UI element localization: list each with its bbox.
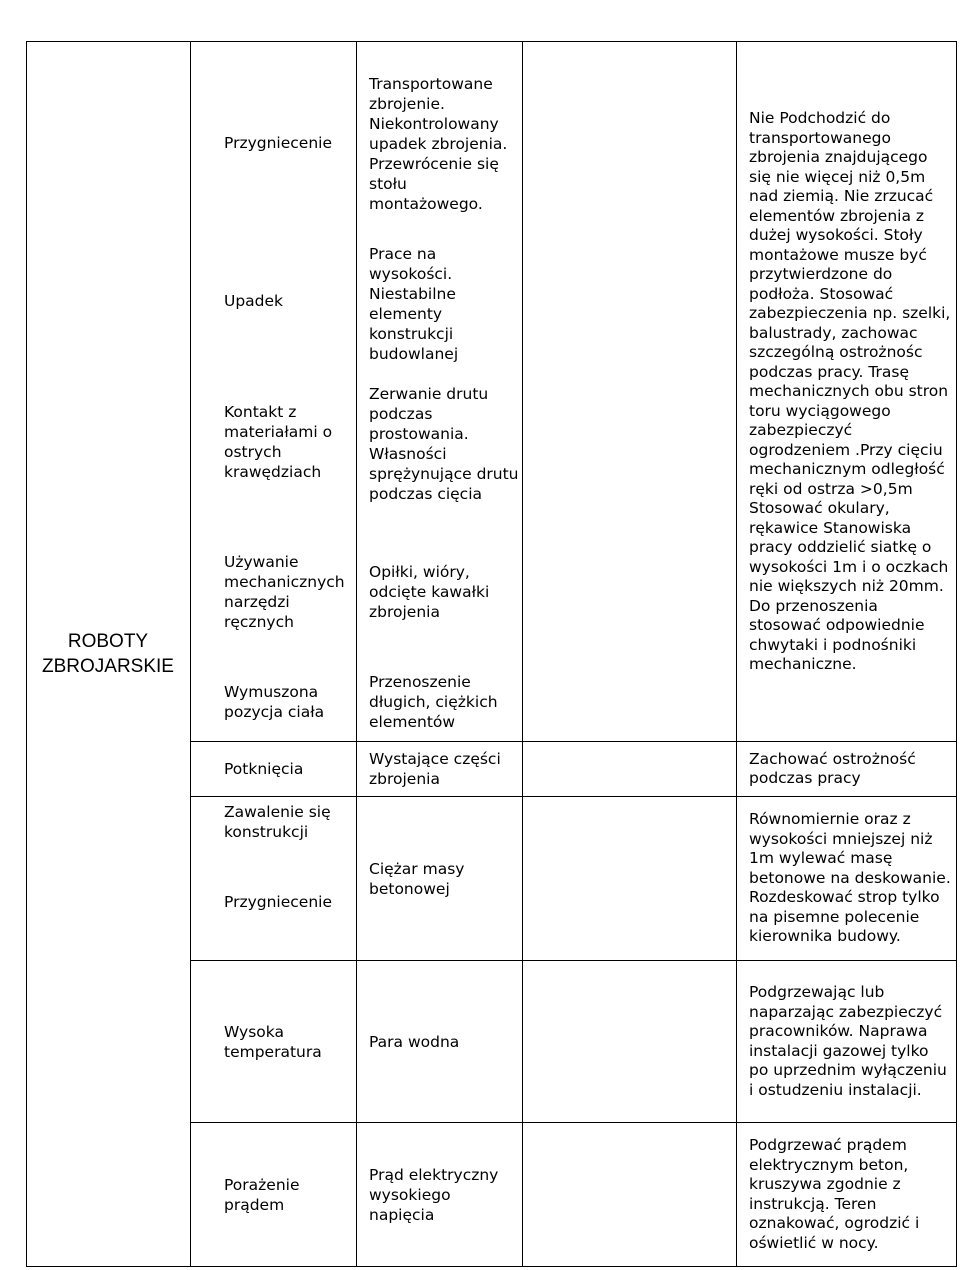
source-cell	[369, 1123, 519, 1266]
hazard-cell	[224, 742, 354, 796]
table-bottom-border	[26, 1266, 957, 1267]
source-cell	[369, 242, 519, 366]
hazard-text: Wysoka temperatura	[224, 1022, 322, 1061]
hazard-text: Porażenie prądem	[224, 1175, 300, 1214]
hazard-text: Wymuszona pozycja ciała	[224, 683, 325, 721]
measures-cell	[749, 44, 951, 740]
hazard-cell	[224, 400, 354, 484]
source-cell	[369, 670, 519, 734]
measures-cell	[749, 797, 951, 960]
measures-text: Zachować ostrożność podczas pracy	[749, 749, 916, 787]
source-text: Opiłki, wióry, odcięte kawałki zbrojenia	[369, 563, 490, 621]
measures-text: Podgrzewać prądem elektrycznym beton, kruszywa zgodnie z instrukcją. Teren oznakować, ogrodzić i oświetlić w nocy.	[749, 1136, 920, 1252]
source-text: Prąd elektryczny wysokiego napięcia	[369, 1165, 499, 1224]
category-title-line1: ROBOTY	[67, 631, 149, 652]
source-text: Transportowane zbrojenie. Niekontrolowany upadek zbrojenia. Przewrócenie się stołu montażowego.	[369, 75, 508, 213]
hazard-text: Przygniecenie	[224, 893, 332, 911]
hazard-text: Używanie mechanicznych narzędzi ręcznych	[224, 553, 345, 631]
hazard-text: Kontakt z materiałami o ostrych krawędziach	[224, 403, 333, 481]
measures-text: Równomiernie oraz z wysokości mniejszej niż 1m wylewać masę betonowe na deskowanie. Rozdeskować strop tylko na pisemne polecenie kierownika budowy.	[749, 810, 951, 946]
hazard-cell	[224, 124, 354, 162]
hazard-cell	[224, 550, 354, 634]
hazard-cell	[224, 282, 354, 320]
measures-text: Nie Podchodzić do transportowanego zbrojenia znajdującego się nie więcej niż 0,5m nad ziemią. Nie zrzucać elementów zbrojenia z dużej wysokości. Stoły montażowe musze być przytwierdzone do podłoża. Stosować zabezpieczenia np. szelki, balustrady, zachowac szczególną ostrożnośc podczas pracy. Trasę mechanicznych obu stron toru wyciągowego zabezpieczyć ogrodzeniem .Przy cięciu mechanicznym odległość ręki od ostrza >0,5m Stosować okulary, rękawice Stanowiska pracy oddzielić siatkę o wysokości 1m i o oczkach nie większych niż 20mm. Do przenoszenia stosować odpowiednie chwytaki i podnośniki mechaniczne.	[749, 109, 951, 674]
table-right-border	[956, 41, 957, 1267]
source-cell	[369, 560, 519, 624]
hazard-cell	[224, 1123, 354, 1266]
source-text: Para wodna	[369, 1032, 460, 1051]
hazard-text: Przygniecenie	[224, 134, 332, 152]
measures-cell	[749, 961, 951, 1122]
hazard-text: Zawalenie się konstrukcji	[224, 803, 331, 841]
source-cell	[369, 372, 519, 516]
measures-cell	[749, 1123, 951, 1266]
source-text: Wystające części zbrojenia	[369, 750, 501, 788]
source-text: Ciężar masy betonowej	[369, 859, 465, 898]
hazard-cell	[224, 680, 354, 724]
source-cell	[369, 742, 519, 796]
source-text: Zerwanie drutu podczas prostowania. Własności sprężynujące drutu podczas cięcia	[369, 385, 519, 503]
source-cell	[369, 62, 519, 226]
measures-cell	[749, 742, 951, 796]
hazard-text: Upadek	[224, 292, 284, 310]
hazard-text: Potknięcia	[224, 760, 304, 778]
source-cell	[369, 797, 519, 960]
column-divider	[522, 41, 523, 1267]
hazard-cell	[224, 890, 354, 914]
category-title-line2: ZBROJARSKIE	[42, 656, 174, 677]
source-text: Prace na wysokości. Niestabilne elementy konstrukcji budowlanej	[369, 245, 459, 363]
source-text: Przenoszenie długich, ciężkich elementów	[369, 673, 498, 731]
category-cell	[26, 42, 190, 1266]
column-divider	[736, 41, 737, 1267]
column-divider	[190, 41, 191, 1267]
hazard-cell	[224, 800, 354, 844]
source-cell	[369, 961, 519, 1122]
column-divider	[356, 41, 357, 1267]
measures-text: Podgrzewając lub naparzając zabezpieczyć pracowników. Naprawa instalacji gazowej tylko po uprzednim wyłączeniu i ostudzeniu instalacji.	[749, 983, 947, 1099]
hazard-cell	[224, 961, 354, 1122]
